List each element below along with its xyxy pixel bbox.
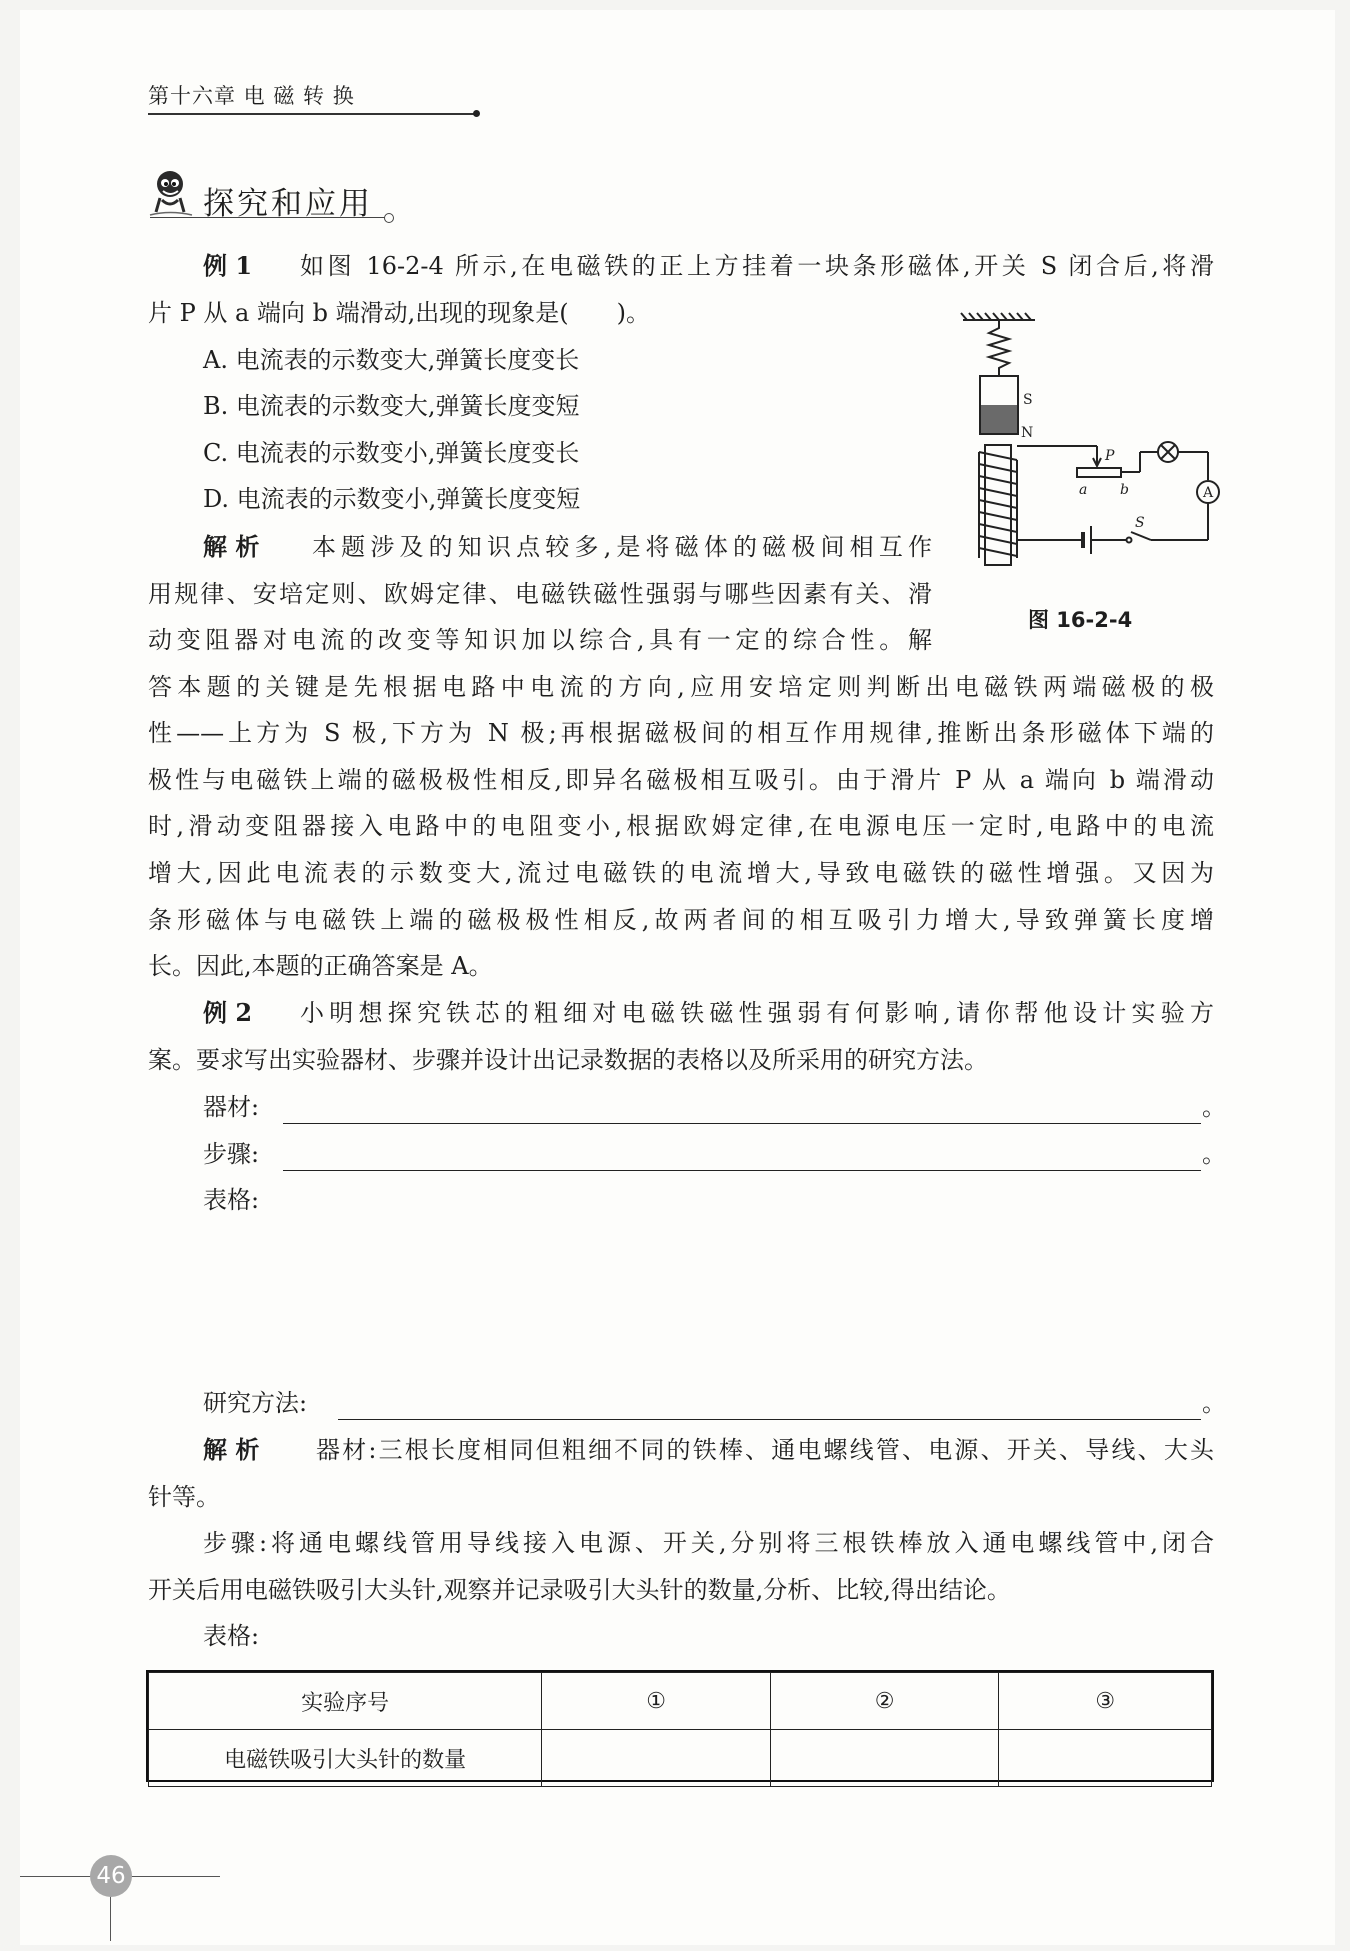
- equipment-answer-line[interactable]: [283, 1122, 1201, 1124]
- table-row: [149, 1730, 1212, 1787]
- analysis-line: 本题涉及的知识点较多,是将磁体的磁极间相互作: [312, 533, 932, 561]
- section-rule-end: [384, 213, 394, 223]
- magnet-north-half: [981, 405, 1017, 433]
- terminal-a-label: a: [1079, 482, 1088, 498]
- analysis-line: 时,滑动变阻器接入电路中的电阻变小,根据欧姆定律,在电源电压一定时,电路中的电流: [148, 812, 1214, 840]
- table-cell[interactable]: [542, 1730, 771, 1787]
- method-label: 研究方法:: [203, 1389, 308, 1417]
- analysis-line: 极性与电磁铁上端的磁极极性相反,即异名磁极相互吸引。由于滑片 P 从 a 端向 b 端滑动: [148, 766, 1214, 794]
- example1-analysis-label: 解 析: [203, 532, 260, 561]
- option-a: A. 电流表的示数变大,弹簧长度变长: [203, 346, 580, 374]
- mascot-icon: [148, 168, 194, 218]
- option-b: B. 电流表的示数变大,弹簧长度变短: [203, 392, 580, 420]
- equipment-label: 器材:: [203, 1093, 260, 1121]
- table-cell: ③: [999, 1673, 1212, 1730]
- figure-caption: 图 16-2-4: [1028, 608, 1133, 632]
- analysis-equipment-line2: 针等。: [148, 1483, 220, 1511]
- section-title: 探究和应用: [203, 186, 373, 222]
- header-rule: [148, 113, 478, 115]
- example2-stem-line1: 小明想探究铁芯的粗细对电磁铁磁性强弱有何影响,请你帮他设计实验方: [300, 999, 1214, 1027]
- steps-period: 。: [1202, 1140, 1226, 1168]
- slider-p-label: P: [1105, 448, 1115, 464]
- example1-label: 例 1: [203, 251, 253, 280]
- table-label: 表格:: [203, 1186, 260, 1214]
- analysis-line: 长。因此,本题的正确答案是 A。: [148, 952, 493, 980]
- ammeter-label: A: [1203, 485, 1214, 501]
- switch-label: S: [1135, 515, 1145, 531]
- page-number: 46: [90, 1855, 132, 1897]
- analysis-equipment-line1: 器材:三根长度相同但粗细不同的铁棒、通电螺线管、电源、开关、导线、大头: [316, 1436, 1214, 1464]
- steps-label: 步骤:: [203, 1140, 260, 1168]
- analysis-line: 动变阻器对电流的改变等知识加以综合,具有一定的综合性。解: [148, 626, 932, 654]
- example2-label: 例 2: [203, 998, 253, 1027]
- analysis-line: 条形磁体与电磁铁上端的磁极极性相反,故两者间的相互吸引力增大,导致弹簧长度增: [148, 906, 1214, 934]
- table-cell[interactable]: [770, 1730, 999, 1787]
- magnet-s-label: S: [1023, 392, 1033, 408]
- example2-analysis-label: 解 析: [203, 1435, 260, 1464]
- table-cell: 实验序号: [149, 1673, 542, 1730]
- method-answer-line[interactable]: [338, 1418, 1201, 1420]
- section-rule: [150, 217, 385, 218]
- table-cell: ②: [770, 1673, 999, 1730]
- option-d: D. 电流表的示数变小,弹簧长度变短: [203, 485, 581, 513]
- table-cell: ①: [542, 1673, 771, 1730]
- analysis-steps-line2: 开关后用电磁铁吸引大头针,观察并记录吸引大头针的数量,分析、比较,得出结论。: [148, 1576, 1011, 1604]
- table-cell: 电磁铁吸引大头针的数量: [149, 1730, 542, 1787]
- header-dot: [473, 110, 480, 117]
- equipment-period: 。: [1202, 1093, 1226, 1121]
- analysis-line: 答本题的关键是先根据电路中电流的方向,应用安培定则判断出电磁铁两端磁极的极: [148, 673, 1214, 701]
- table-cell[interactable]: [999, 1730, 1212, 1787]
- analysis-table-label: 表格:: [203, 1622, 260, 1650]
- example1-stem-line2: 片 P 从 a 端向 b 端滑动,出现的现象是( )。: [148, 299, 650, 327]
- analysis-line: 性——上方为 S 极,下方为 N 极;再根据磁极间的相互作用规律,推断出条形磁体下端的: [148, 719, 1214, 747]
- terminal-b-label: b: [1120, 482, 1129, 498]
- steps-answer-line[interactable]: [283, 1169, 1201, 1171]
- example2-stem-line2: 案。要求写出实验器材、步骤并设计出记录数据的表格以及所采用的研究方法。: [148, 1046, 988, 1074]
- option-c: C. 电流表的示数变小,弹簧长度变长: [203, 439, 580, 467]
- analysis-line: 用规律、安培定则、欧姆定律、电磁铁磁性强弱与哪些因素有关、滑: [148, 580, 932, 608]
- table-row: [149, 1673, 1212, 1730]
- example1-stem-line1: 如图 16-2-4 所示,在电磁铁的正上方挂着一块条形磁体,开关 S 闭合后,将滑: [300, 252, 1214, 280]
- magnet-n-label: N: [1021, 425, 1034, 441]
- method-period: 。: [1202, 1389, 1226, 1417]
- analysis-line: 增大,因此电流表的示数变大,流过电磁铁的电流增大,导致电磁铁的磁性增强。又因为: [148, 859, 1214, 887]
- chapter-header: 第十六章 电 磁 转 换: [148, 84, 355, 108]
- circuit-diagram: [955, 312, 1225, 582]
- data-table: [146, 1670, 1214, 1782]
- analysis-steps-line1: 步骤:将通电螺线管用导线接入电源、开关,分别将三根铁棒放入通电螺线管中,闭合: [203, 1529, 1214, 1557]
